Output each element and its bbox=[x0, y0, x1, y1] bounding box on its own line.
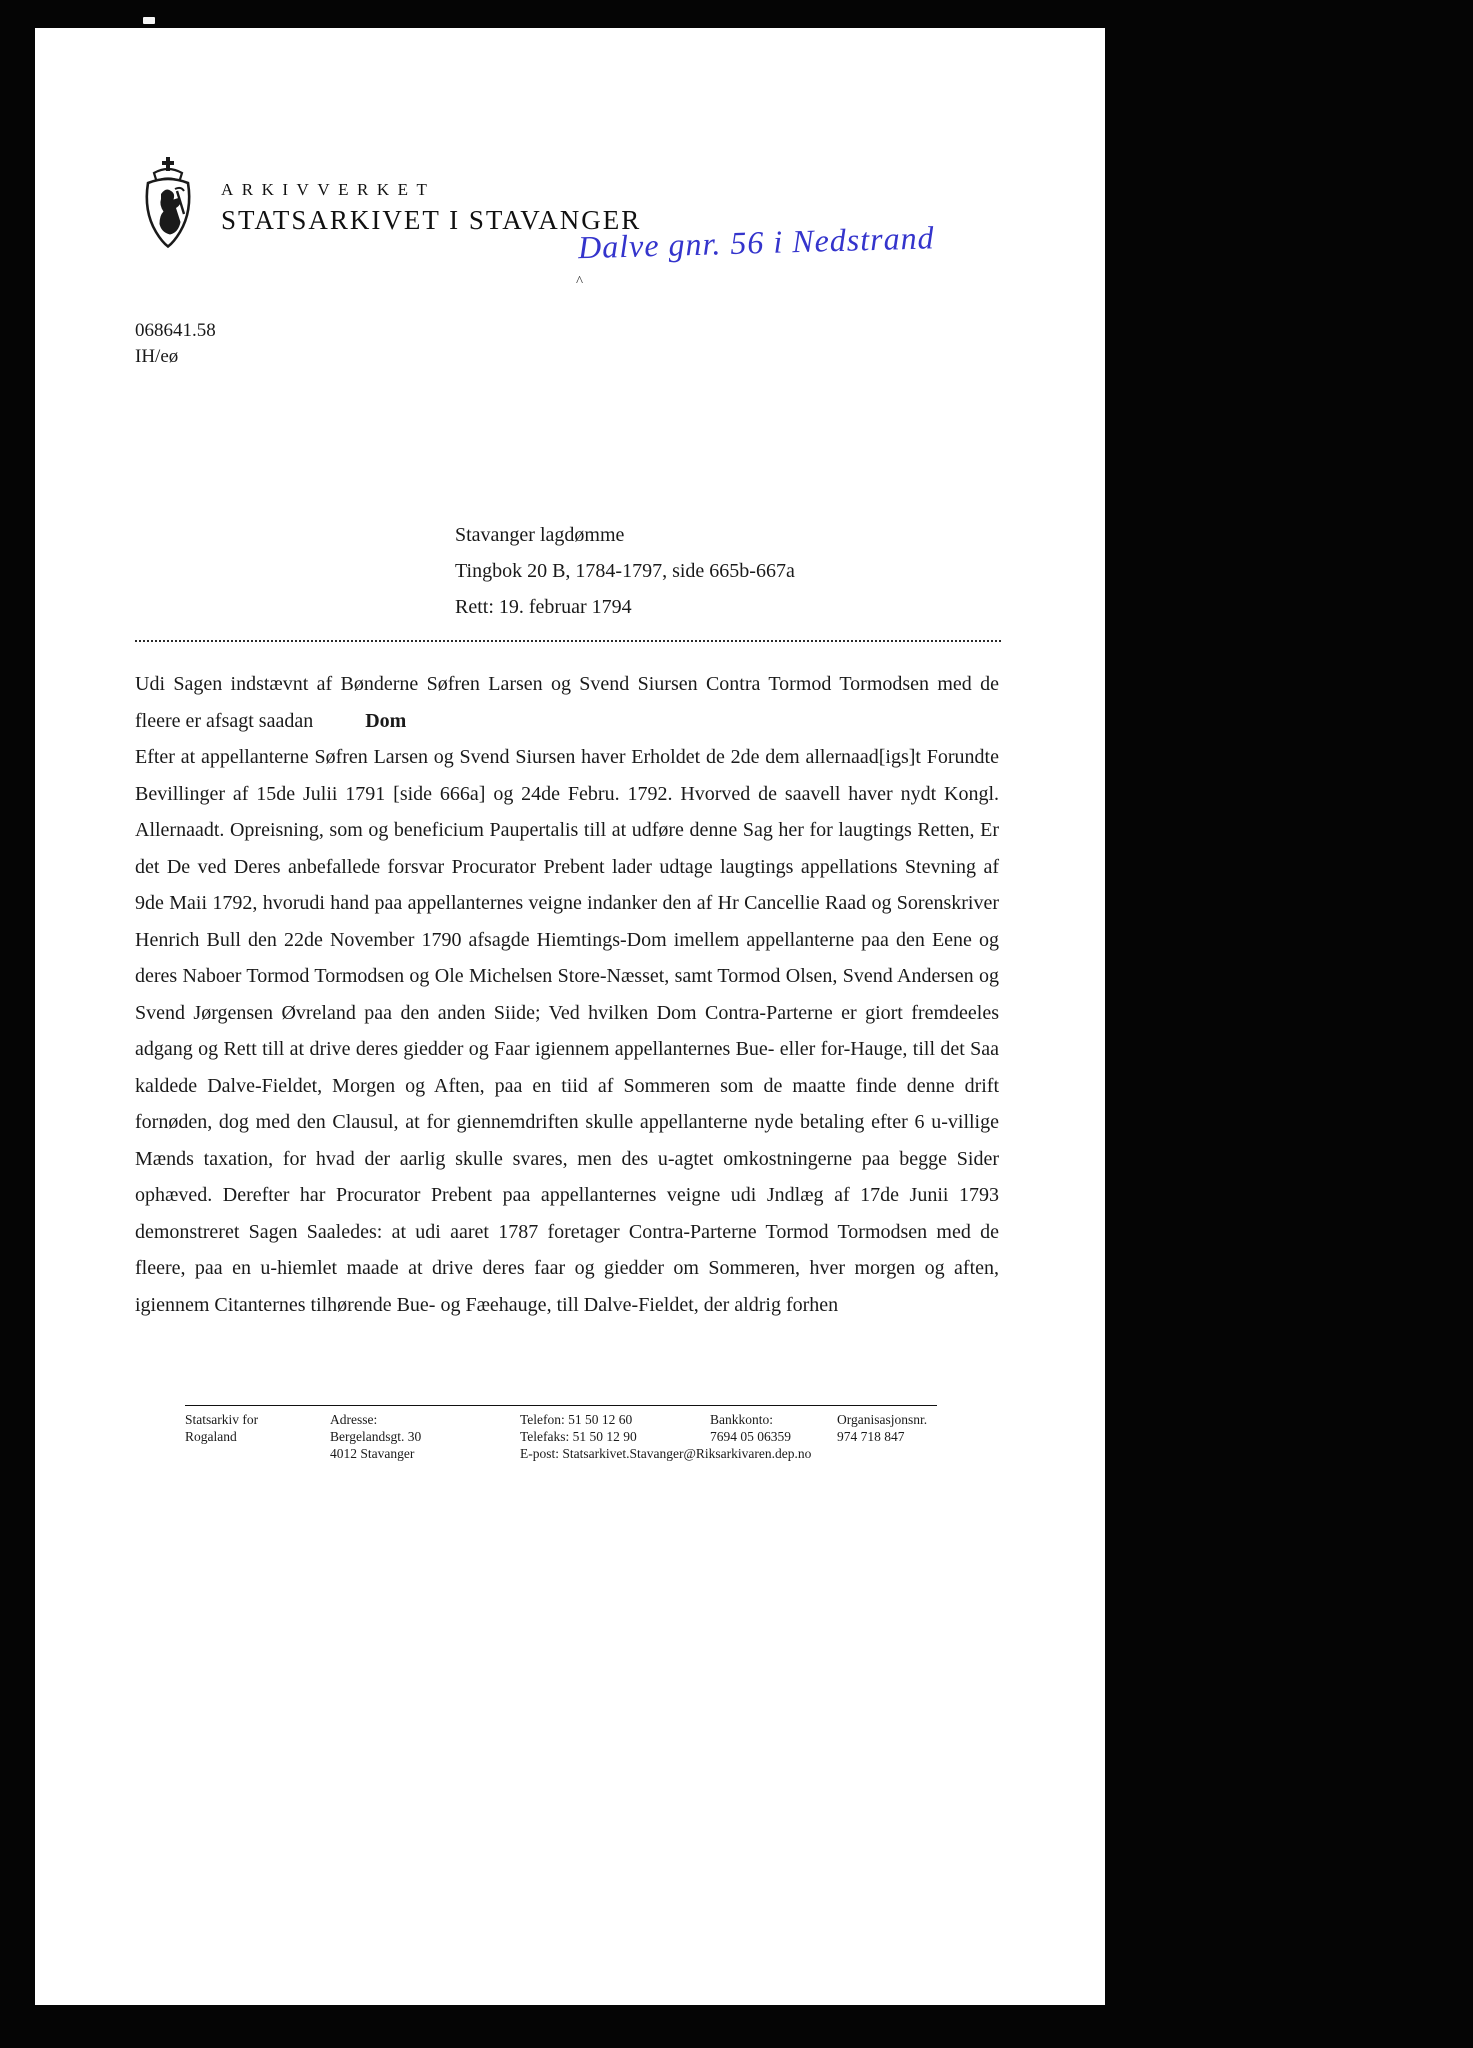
reference-number: 068641.58 bbox=[135, 320, 216, 341]
handwritten-annotation: Dalve gnr. 56 i Nedstrand bbox=[577, 219, 935, 266]
footer-address-street: Bergelandsgt. 30 bbox=[330, 1429, 422, 1444]
footer-email: E-post: Statsarkivet.Stavanger@Riksarkivaren.dep.no bbox=[520, 1446, 812, 1461]
body-intro-text: Udi Sagen indstævnt af Bønderne Søfren Larsen og Svend Siursen Contra Tormod Tormodsen med de fleere er afsagt saadan bbox=[135, 673, 999, 732]
footer-org-column bbox=[837, 1411, 927, 1445]
body-intro-paragraph bbox=[135, 666, 999, 739]
footer-phone: Telefon: 51 50 12 60 bbox=[520, 1412, 633, 1427]
coat-of-arms-icon bbox=[132, 156, 204, 256]
scan-artifact bbox=[143, 17, 155, 24]
case-court: Stavanger lagdømme bbox=[455, 524, 625, 546]
transcription-body bbox=[135, 666, 999, 1323]
footer-address-column bbox=[330, 1411, 421, 1462]
footer-archive-line1: Statsarkiv for bbox=[185, 1412, 259, 1427]
dotted-divider bbox=[135, 634, 1001, 642]
reference-initials: IH/eø bbox=[135, 346, 179, 367]
archive-title: STATSARKIVET I STAVANGER bbox=[221, 205, 642, 235]
footer-divider bbox=[185, 1405, 937, 1406]
case-date: Rett: 19. februar 1794 bbox=[455, 596, 632, 618]
org-name: ARKIVVERKET bbox=[221, 180, 436, 199]
body-main-paragraph: Efter at appellanterne Søfren Larsen og Svend Siursen haver Erholdet de 2de dem allernaad[igs]t Forundte Bevillinger af 15de Julii 1791 [side 666a] og 24de Febru. 1792. Hvorved de saavell haver nydt Kongl. Allernaadt. Opreisning, som og beneficium Paupertalis till at udføre denne Sag her for laugtings Retten, Er det De ved Deres anbefallede forsvar Procurator Prebent lader udtage laugtings appellations Stevning af 9de Maii 1792, hvorudi hand paa appellanternes veigne indanker den af Hr Cancellie Raad og Sorenskriver Henrich Bull den 22de November 1790 afsagde Hiemtings-Dom imellem appellanterne paa den Eene og deres Naboer Tormod Tormodsen og Ole Michelsen Store-Næsset, samt Tormod Olsen, Svend Andersen og Svend Jørgensen Øvreland paa den anden Siide; Ved hvilken Dom Contra-Parterne er giort fremdeeles adgang og Rett till at drive deres giedder og Faar igiennem appellanternes Bue- eller for-Hauge, till det Saa kaldede Dalve-Fieldet, Morgen og Aften, paa en tiid af Sommeren som de maatte finde denne drift fornøden, dog med den Clausul, at for giennemdriften skulle appellanterne nyde betaling efter 6 u-villige Mænds taxation, for hvad der aarlig skulle svares, men des u-agtet omkostningerne paa begge Sider ophæved. Derefter har Procurator Prebent paa appellanternes veigne udi Jndlæg af 17de Junii 1793 demonstreret Sagen Saaledes: at udi aaret 1787 foretager Contra-Parterne Tormod Tormodsen med de fleere, paa en u-hiemlet maade at drive deres faar og giedder om Sommeren, hver morgen og aften, igiennem Citanternes tilhørende Bue- og Fæehauge, till Dalve-Fieldet, der aldrig forhen bbox=[135, 746, 999, 1316]
dom-label: Dom bbox=[365, 709, 407, 732]
case-reference-block bbox=[455, 517, 795, 625]
reference-block bbox=[135, 318, 216, 370]
caret-mark: ^ bbox=[576, 274, 584, 290]
footer-archive-column bbox=[185, 1411, 258, 1445]
footer-orgnr-value: 974 718 847 bbox=[837, 1429, 905, 1444]
footer-orgnr-label: Organisasjonsnr. bbox=[837, 1412, 928, 1427]
footer-bank-label: Bankkonto: bbox=[710, 1412, 773, 1427]
footer-bank-column bbox=[710, 1411, 791, 1445]
footer-address-city: 4012 Stavanger bbox=[330, 1446, 415, 1461]
footer-archive-line2: Rogaland bbox=[185, 1429, 237, 1444]
footer-fax: Telefaks: 51 50 12 90 bbox=[520, 1429, 637, 1444]
document-page bbox=[35, 28, 1105, 2005]
footer-address-label: Adresse: bbox=[330, 1412, 378, 1427]
letterhead bbox=[221, 180, 641, 236]
case-book: Tingbok 20 B, 1784-1797, side 665b-667a bbox=[455, 560, 795, 582]
footer-bank-number: 7694 05 06359 bbox=[710, 1429, 791, 1444]
